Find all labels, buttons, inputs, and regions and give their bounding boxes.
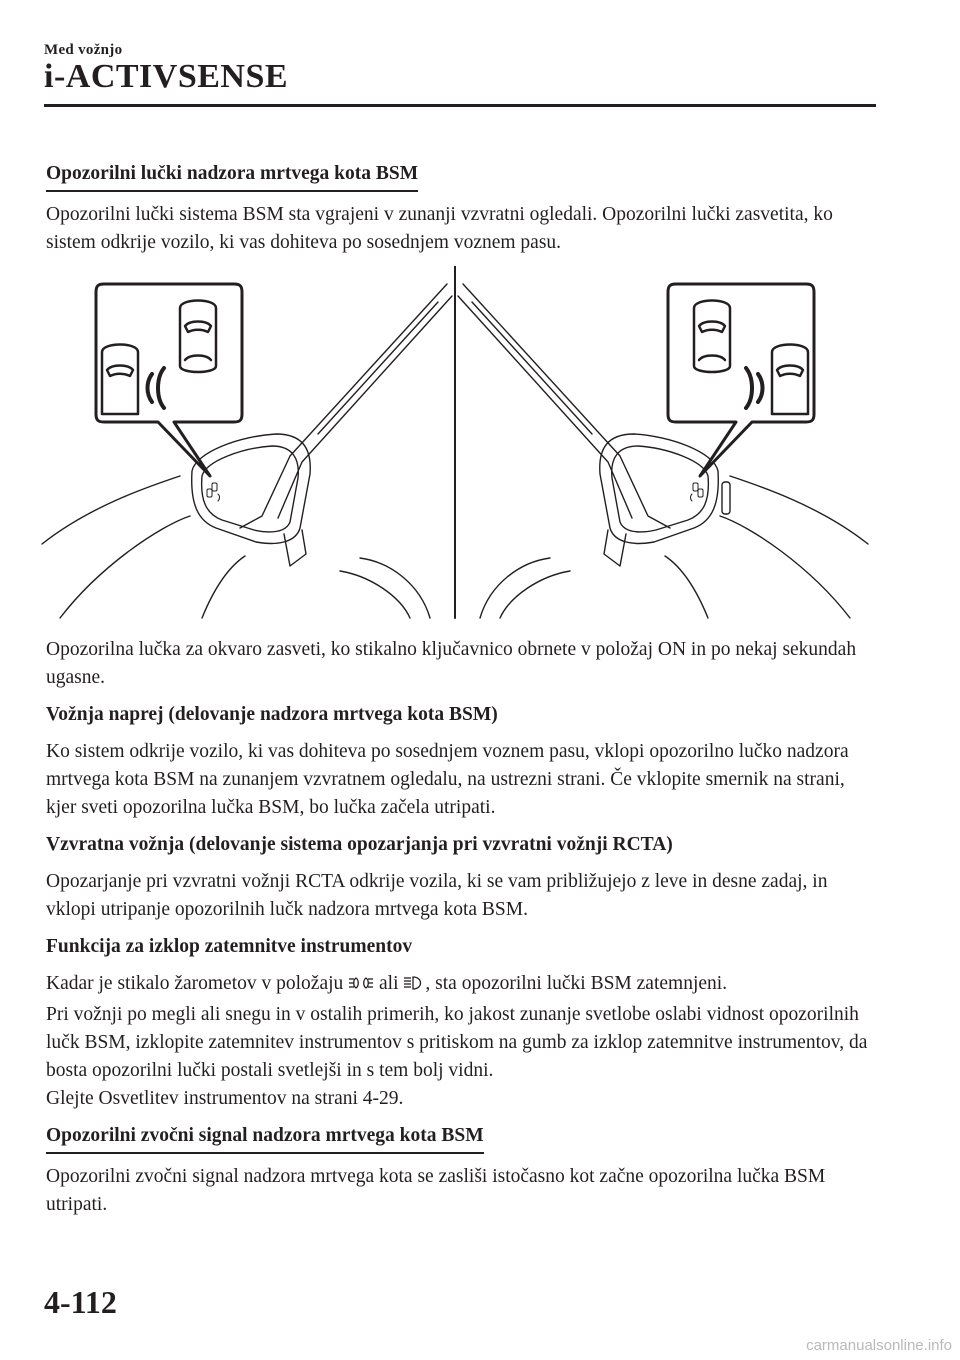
paragraph-sound: Opozorilni zvočni signal nadzora mrtvega kota se zasliši istočasno kot začne opozorilna lučka BSM utripati. <box>46 1166 826 1215</box>
page-title: i-ACTIVSENSE <box>44 58 289 95</box>
mirror-illustration <box>40 266 870 622</box>
heading-dimmer: Funkcija za izklop zatemnitve instrumentov <box>46 936 413 957</box>
headlight-icon <box>403 973 425 1001</box>
parking-light-icon <box>348 973 374 1001</box>
bsm-indicator-right <box>691 483 704 501</box>
paragraph-malfunction: Opozorilna lučka za okvaro zasveti, ko stikalno ključavnico obrnete v položaj ON in po nekaj sekundah ugasne. <box>46 639 857 688</box>
heading-sound: Opozorilni zvočni signal nadzora mrtvega kota BSM <box>46 1122 484 1154</box>
paragraph-dimmer: Pri vožnji po megli ali snegu in v ostalih primerih, ko jakost zunanje svetlobe oslabi vidnost opozorilnih lučk BSM, izklopite zatemnitev instrumentov s pritiskom na gumb za izklop zatemnitve instrumentov, da bosta opozorilni lučki postali svetlejši in s tem bolj vidni. <box>46 1004 868 1081</box>
heading-forward: Vožnja naprej (delovanje nadzora mrtvega kota BSM) <box>46 704 498 725</box>
paragraph-forward: Ko sistem odkrije vozilo, ki vas dohiteva po sosednjem voznem pasu, vklopi opozorilno lučko nadzora mrtvega kota BSM na zunanjem vzvratnem ogledalu, na ustrezni strani. Če vklopite smernik na strani, kjer sveti opozorilna lučka BSM, bo lučka začela utripati. <box>46 741 849 818</box>
heading-reverse: Vzvratna vožnja (delovanje sistema opozarjanja pri vzvratni vožnji RCTA) <box>46 834 673 855</box>
paragraph-bsm-lights: Opozorilni lučki sistema BSM sta vgrajeni v zunanji vzvratni ogledali. Opozorilni lučki zasvetita, ko sistem odkrije vozilo, ki vas dohiteva po sosednjem voznem pasu. <box>46 204 833 253</box>
dimmer-text-middle: ali <box>379 973 399 994</box>
page-content <box>46 160 876 1228</box>
dimmer-text-after: , sta opozorilni lučki BSM zatemnjeni. <box>425 973 728 994</box>
dimmer-text-before: Kadar je stikalo žarometov v položaju <box>46 973 344 994</box>
bsm-indicator-left <box>207 483 220 501</box>
paragraph-reverse: Opozarjanje pri vzvratni vožnji RCTA odkrije vozila, ki se vam približujejo z leve in desne zadaj, in vklopi utripanje opozorilnih lučk nadzora mrtvega kota BSM. <box>46 871 828 920</box>
section-label: Med vožnjo <box>44 42 123 58</box>
watermark: carmanualsonline.info <box>806 1337 952 1354</box>
dimmer-line <box>46 970 876 1001</box>
dimmer-reference: Glejte Osvetlitev instrumentov na strani 4-29. <box>46 1088 404 1109</box>
page-number: 4-112 <box>44 1284 117 1320</box>
header-divider <box>44 104 876 107</box>
heading-bsm-lights: Opozorilni lučki nadzora mrtvega kota BSM <box>46 160 418 192</box>
